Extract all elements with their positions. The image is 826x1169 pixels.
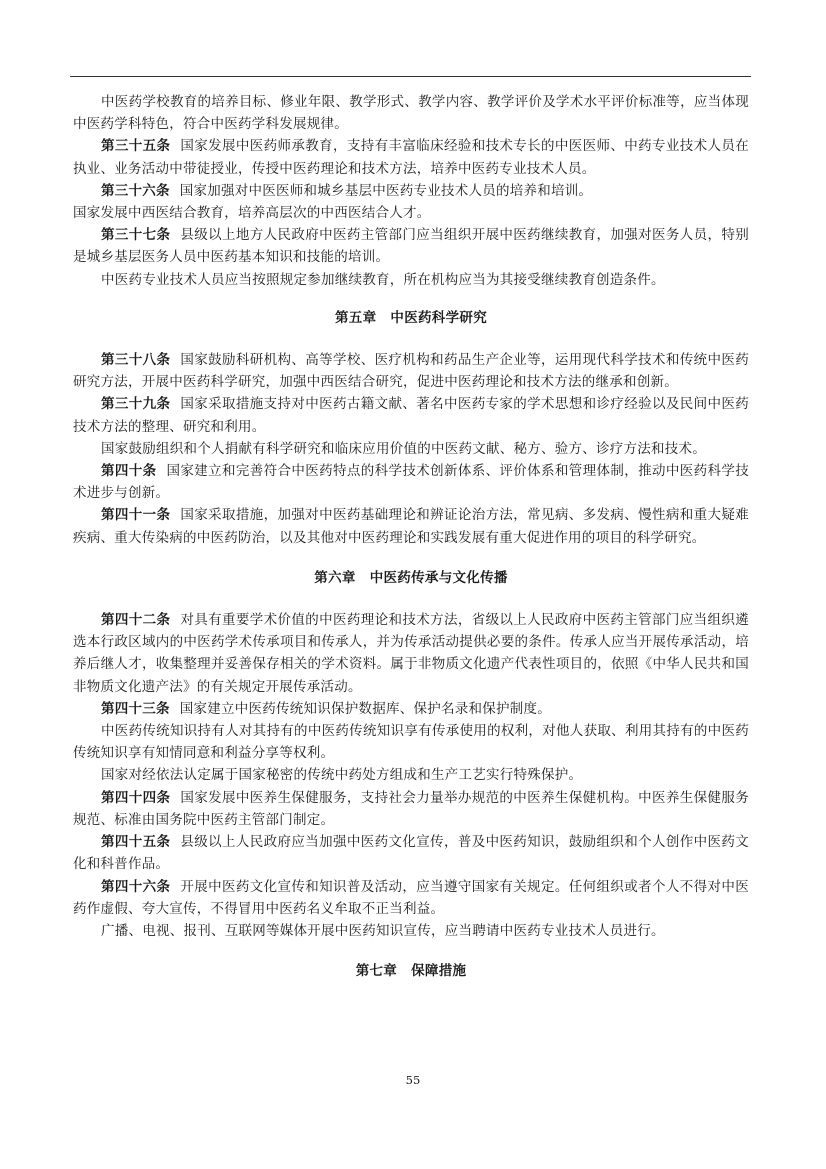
paragraph bbox=[73, 180, 749, 202]
paragraph-text: 国家建立中医药传统知识保护数据库、保护名录和保护制度。 bbox=[179, 700, 551, 717]
article-number: 第三十六条 bbox=[101, 182, 170, 199]
paragraph-text: 广播、电视、报刊、互联网等媒体开展中医药知识宣传，应当聘请中医药专业技术人员进行。 bbox=[101, 922, 665, 939]
paragraph-text: 对具有重要学术价值的中医药理论和技术方法，省级以上人民政府中医药主管部门应当组织遴选本行政区域内的中医药学术传承项目和传承人，并为传承活动提供必要的条件。传承人应当开展传承活动，培养后继人才，收集整理并妥善保存相关的学术资料。属于非物质文化遗产代表性项目的，依照《中华人民共和国非物质文化遗产法》的有关规定开展传承活动。 bbox=[73, 612, 750, 695]
chapter-heading bbox=[73, 960, 749, 982]
chapter-number: 第七章 bbox=[355, 963, 398, 980]
paragraph bbox=[73, 349, 749, 393]
paragraph bbox=[73, 460, 749, 504]
paragraph bbox=[73, 135, 749, 179]
paragraph-text: 国家建立和完善符合中医药特点的科学技术创新体系、评价体系和管理体制，推动中医药科学技术进步与创新。 bbox=[73, 463, 750, 502]
paragraph-text: 国家对经依法认定属于国家秘密的传统中药处方组成和生产工艺实行特殊保护。 bbox=[101, 767, 583, 784]
chapter-heading bbox=[73, 567, 749, 589]
article-number: 第四十二条 bbox=[101, 612, 171, 629]
paragraph-text: 国家加强对中医医师和城乡基层中医药专业技术人员的培养和培训。 bbox=[179, 182, 593, 199]
paragraph-text: 国家发展中医药师承教育，支持有丰富临床经验和技术专长的中医医师、中药专业技术人员在执业、业务活动中带徒授业，传授中医药理论和技术方法，培养中医药专业技术人员。 bbox=[73, 138, 750, 177]
paragraph-text: 国家采取措施，加强对中医药基础理论和辨证论治方法，常见病、多发病、慢性病和重大疑难疾病、重大传染病的中医药防治，以及其他对中医药理论和实践发展有重大促进作用的项目的科学研究。 bbox=[73, 507, 750, 546]
chapter-number: 第六章 bbox=[314, 569, 356, 586]
paragraph-text: 中医药传统知识持有人对其持有的中医药传统知识享有传承使用的权利，对他人获取、利用其持有的中医药传统知识享有知情同意和利益分享等权利。 bbox=[73, 723, 749, 762]
paragraph-text: 县级以上人民政府应当加强中医药文化宣传，普及中医药知识，鼓励组织和个人创作中医药文化和科普作品。 bbox=[73, 834, 750, 873]
paragraph bbox=[73, 920, 749, 942]
paragraph-text: 国家鼓励组织和个人捐献有科学研究和临床应用价值的中医药文献、秘方、验方、诊疗方法和技术。 bbox=[101, 440, 706, 457]
paragraph-text: 中医药学校教育的培养目标、修业年限、教学形式、教学内容、教学评价及学术水平评价标准等，应当体现中医药学科特色，符合中医药学科发展规律。 bbox=[73, 94, 749, 133]
chapter-title: 中医药科学研究 bbox=[390, 309, 487, 326]
paragraph bbox=[73, 764, 749, 786]
article-number: 第四十一条 bbox=[101, 507, 171, 524]
page-number: 55 bbox=[405, 1073, 421, 1087]
paragraph-text: 县级以上地方人民政府中医药主管部门应当组织开展中医药继续教育，加强对医务人员，特别是城乡基层医务人员中医药基本知识和技能的培训。 bbox=[73, 227, 750, 266]
article-number: 第四十条 bbox=[101, 463, 157, 480]
paragraph bbox=[73, 876, 749, 920]
paragraph-text: 中医药专业技术人员应当按照规定参加继续教育，所在机构应当为其接受继续教育创造条件。 bbox=[101, 271, 665, 288]
paragraph-text: 国家发展中西医结合教育，培养高层次的中西医结合人才。 bbox=[73, 205, 431, 222]
section-c bbox=[73, 609, 749, 942]
paragraph bbox=[73, 698, 749, 720]
paragraph bbox=[73, 720, 749, 764]
paragraph-text: 国家鼓励科研机构、高等学校、医疗机构和药品生产企业等，运用现代科学技术和传统中医药研究方法，开展中医药科学研究，加强中西医结合研究，促进中医药理论和技术方法的继承和创新。 bbox=[73, 352, 750, 391]
article-number: 第四十五条 bbox=[101, 834, 171, 851]
header-rule bbox=[70, 76, 751, 77]
chapter-number: 第五章 bbox=[334, 309, 377, 326]
section-a bbox=[73, 91, 749, 291]
chapter-heading bbox=[73, 307, 749, 329]
article-number: 第三十九条 bbox=[101, 396, 171, 413]
article-number: 第四十四条 bbox=[101, 789, 171, 806]
chapter-title: 中医药传承与文化传播 bbox=[369, 569, 508, 586]
paragraph bbox=[73, 269, 749, 291]
section-b bbox=[73, 349, 749, 549]
paragraph bbox=[73, 91, 749, 135]
chapter-title: 保障措施 bbox=[411, 963, 467, 980]
article-number: 第三十七条 bbox=[101, 227, 171, 244]
paragraph bbox=[73, 224, 749, 268]
paragraph bbox=[73, 787, 749, 831]
paragraph-text: 国家采取措施支持对中医药古籍文献、著名中医药专家的学术思想和诊疗经验以及民间中医药技术方法的整理、研究和利用。 bbox=[73, 396, 750, 435]
article-number: 第四十六条 bbox=[101, 878, 171, 895]
paragraph-text: 国家发展中医养生保健服务，支持社会力量举办规范的中医养生保健机构。中医养生保健服务规范、标准由国务院中医药主管部门制定。 bbox=[73, 789, 750, 828]
paragraph bbox=[73, 393, 749, 437]
article-number: 第三十八条 bbox=[101, 352, 171, 369]
page-body bbox=[73, 91, 749, 982]
article-number: 第三十五条 bbox=[101, 138, 171, 155]
paragraph bbox=[73, 504, 749, 548]
paragraph bbox=[73, 438, 749, 460]
paragraph-text: 开展中医药文化宣传和知识普及活动，应当遵守国家有关规定。任何组织或者个人不得对中医药作虚假、夸大宣传，不得冒用中医药名义牟取不正当利益。 bbox=[73, 878, 750, 917]
article-number: 第四十三条 bbox=[101, 700, 170, 717]
paragraph bbox=[73, 202, 749, 224]
paragraph bbox=[73, 609, 749, 698]
paragraph bbox=[73, 831, 749, 875]
